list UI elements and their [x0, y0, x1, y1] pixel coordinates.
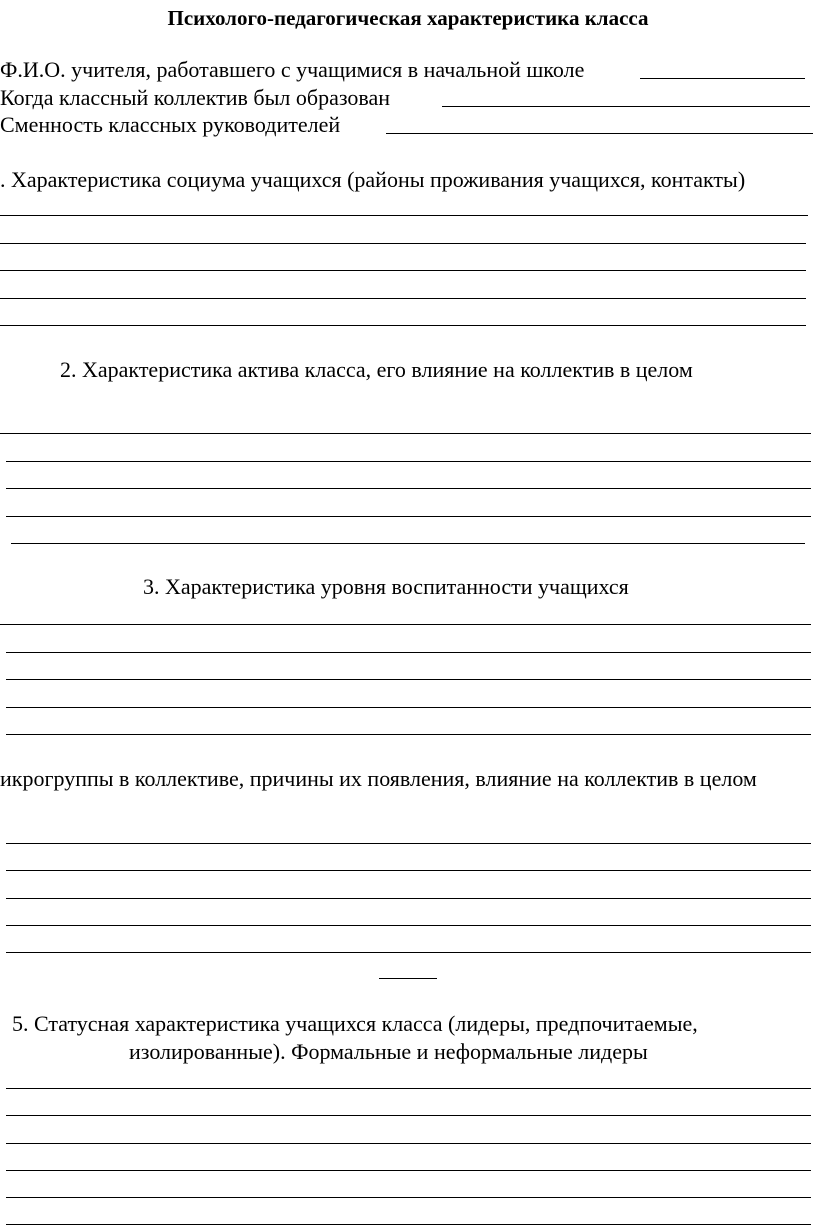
section-2-answer-line[interactable] [6, 461, 811, 462]
class-formed-label: Когда классный коллектив был образован [0, 85, 391, 110]
class-teachers-change-label: Сменность классных руководителей [0, 112, 341, 137]
section-3-answer-line[interactable] [6, 734, 811, 735]
section-5-answer-line[interactable] [6, 1115, 811, 1116]
section-3-heading: 3. Характеристика уровня воспитанности учащихся [143, 574, 629, 599]
section-4-answer-line[interactable] [6, 925, 811, 926]
section-3-answer-line[interactable] [6, 679, 811, 680]
section-5-heading-line-2: изолированные). Формальные и неформальные лидеры [129, 1039, 648, 1064]
section-2-answer-line[interactable] [6, 488, 811, 489]
section-1-answer-line[interactable] [0, 243, 806, 244]
section-1-answer-line[interactable] [0, 298, 806, 299]
section-2-answer-line[interactable] [11, 543, 805, 544]
class-teachers-change-fill-line[interactable] [386, 133, 813, 134]
section-1-answer-line[interactable] [0, 215, 808, 216]
section-5-answer-line[interactable] [6, 1224, 811, 1225]
section-4-short-line[interactable] [379, 978, 437, 979]
section-5-answer-line[interactable] [6, 1197, 811, 1198]
section-4-answer-line[interactable] [6, 843, 811, 844]
section-3-answer-line[interactable] [6, 707, 811, 708]
section-2-answer-line[interactable] [6, 516, 811, 517]
section-4-answer-line[interactable] [6, 870, 811, 871]
section-5-answer-line[interactable] [6, 1143, 811, 1144]
section-5-heading-line-1: 5. Статусная характеристика учащихся класса (лидеры, предпочитаемые, [12, 1011, 698, 1036]
class-formed-fill-line[interactable] [442, 106, 810, 107]
section-3-answer-line[interactable] [6, 652, 811, 653]
teacher-name-label: Ф.И.О. учителя, работавшего с учащимися в начальной школе [0, 57, 585, 82]
section-4-heading: икрогруппы в коллективе, причины их появления, влияние на коллектив в целом [0, 766, 757, 791]
section-5-answer-line[interactable] [6, 1170, 811, 1171]
section-4-answer-line[interactable] [6, 952, 811, 953]
section-4-answer-line[interactable] [6, 898, 811, 899]
section-1-answer-line[interactable] [0, 325, 806, 326]
section-2-heading: 2. Характеристика актива класса, его влияние на коллектив в целом [60, 357, 693, 382]
section-1-answer-line[interactable] [0, 270, 806, 271]
section-2-answer-line[interactable] [0, 433, 811, 434]
section-5-answer-line[interactable] [6, 1088, 811, 1089]
section-3-answer-line[interactable] [0, 624, 811, 625]
teacher-name-fill-line[interactable] [640, 78, 805, 79]
document-title: Психолого-педагогическая характеристика класса [167, 6, 649, 30]
section-1-heading: . Характеристика социума учащихся (районы проживания учащихся, контакты) [0, 167, 746, 192]
